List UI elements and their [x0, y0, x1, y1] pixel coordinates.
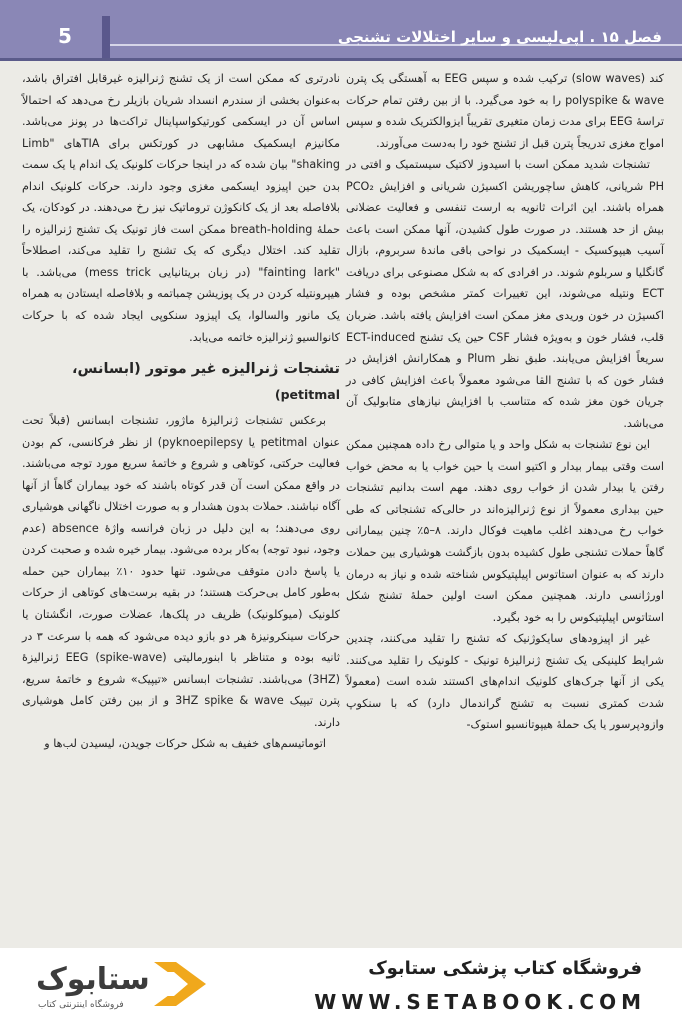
setabook-logo-icon [150, 956, 210, 1012]
shop-url[interactable]: WWW.SETABOOK.COM [314, 990, 646, 1014]
paragraph: این نوع تشنجات به شکل واحد و یا متوالی رخ داده همچنین ممکن است وقتی بیمار بیدار و اکتیو است یا حین خواب یا به محض خواب رفتن یا بیدار شدن از خواب روی دهند. مهم است بدانیم تشنجات حین بیداری معمولاً از نوع ژنرالیزه‌اند در حالی‌که تشنجاتی که طی خواب رخ می‌دهند اغلب ماهیت فوکال دارند. ۸–۵٪ چنین بیمارانی گاهاً حملات تشنجی طول کشیده بدون بازگشت هوشیاری بین حملات دارند که به عنوان استاتوس اپیلپتیکوس شناخته شده و نیاز به درمان اورژانسی دارند. همچنین ممکن است اولین حملهٔ تشنج شکل استاتوس اپیلپتیکوس را به خود بگیرد. [346, 438, 664, 624]
section-heading: تشنجات ژنرالیزه غیر موتور (ابسانس، [72, 361, 340, 378]
left-column [22, 68, 340, 755]
chapter-title: فصل ۱۵ . اپی‌لپسی و سایر اختلالات تشنجی [337, 28, 662, 46]
right-column [346, 68, 664, 736]
logo-subtitle: فروشگاه اینترنتی کتاب [38, 1000, 124, 1010]
header-separator [102, 16, 110, 58]
logo-text: ستابوک [36, 962, 150, 997]
section-heading-sub: petitmal) [274, 387, 340, 403]
paragraph: تشنجات شدید ممکن است با اسیدوز لاکتیک سیستمیک و افتی در PH شریانی، کاهش ساچوریشن اکسیژن شریانی و افزایش PCO₂ همراه باشند. این اثرات ثانویه به ارست تنفسی و فعالیت عضلانی بیش از حد هستند. در صورت طول کشیدن، آنها ممکن است باعث آسیب هیپوکسیک - ایسکمیک در نواحی باقی ماندهٔ سربروم، بازال گانگلیا و سربلوم شوند. در افرادی که به شکل مصنوعی برای دریافت ECT ونتیله می‌شوند، این تغییرات کمتر مشخص بوده و فشار اکسیژن در خون وریدی مغز ممکن است افزایش یافته باشد. ضربان قلب، فشار خون و به‌ویژه فشار CSF حین یک تشنج ECT-induced سریعاً افزایش می‌یابند. طبق نظر Plum و همکارانش افزایش در فشار خون که با تشنج القا می‌شود معمولاً باعث افزایش کافی در جریان خون مغز شده که متناسب با افزایش نیازهای متابولیک آن می‌باشد. [346, 158, 664, 430]
shop-name: فروشگاه کتاب پزشکی ستابوک [368, 958, 642, 979]
paragraph: کند (slow waves) ترکیب شده و سپس EEG به آهستگی یک پترن polyspike & wave را به خود می‌گیرد. با از بین رفتن تمام حرکات تراسهٔ EEG برای مدت زمان متغیری تقریباً ایزوالکتریک شده و سپس امواج مغزی تدریجاً پترن قبل از تشنج خود را به‌دست می‌آورند. [346, 72, 665, 150]
paragraph: برعکس تشنجات ژنرالیزهٔ ماژور، تشنجات ابسانس (قبلاً تحت عنوان petitmal یا pyknoepilepsy) از نظر فرکانسی، کم بودن فعالیت حرکتی، کوتاهی و شروع و خاتمهٔ سریع مورد توجه می‌باشند. در واقع ممکن است آن قدر کوتاه باشند که خود بیماران گاهاً از آنها آگاه نباشند. حملات بدون هشدار و به صورت اختلال ناگهانی هوشیاری روی می‌دهند؛ به این دلیل در زبان فرانسه واژهٔ absence (عدم وجود، نبود توجه) به‌کار برده می‌شود. بیمار خیره شده و صحبت کردن یا پاسخ دادن متوقف می‌شود. تنها حدود ۱۰٪ بیماران حین حمله به‌طور کامل بی‌حرکت هستند؛ در بقیه برست‌های کوتاهی از حرکات کلونیک (میوکلونیک) ظریف در پلک‌ها، عضلات صورت، انگشتان یا حرکات سینکرونیزهٔ هر دو بازو دیده می‌شود که همه با سرعت ۳ در ثانیه بوده و متناظر با ابنورمالیتی EEG (spike-wave) ژنرالیزهٔ (3HZ) می‌باشند. تشنجات ابسانس «تیپیک» شروع و خاتمهٔ سریع، پترن تیپیک 3HZ spike & wave و از بین رفتن کامل هوشیاری دارند. [21, 414, 341, 729]
page-header [0, 0, 682, 61]
paragraph: غیر از اپیزودهای سایکوژنیک که تشنج را تقلید می‌کنند، چندین شرایط کلینیکی یک تشنج ژنرالیزهٔ تونیک - کلونیک را تقلید می‌کنند. یکی از آنها جرک‌های کلونیک اندام‌های اکستند شده است (معمولاً شدت کمتری نسبت به تشنج گراندمال دارد) که با سنکوپ وازودپرسور یا یک حملهٔ هیپوتانسیو استوک- [346, 632, 664, 732]
store-footer [0, 948, 682, 1024]
page-number: 5 [58, 24, 72, 48]
paragraph: اتوماتیسم‌های خفیف به شکل حرکات جویدن، لیسیدن لب‌ها و [44, 737, 326, 751]
paragraph: نادرتری که ممکن است از یک تشنج ژنرالیزه غیرقابل افتراق باشد، به‌عنوان بخشی از سندرم انسداد شریان بازیلر رخ می‌دهد که احتمالاً اساس آن در ایسکمی کورتیکواسپاینال تراکت‌ها در پونز می‌باشد. مکانیزم ایسکمیک مشابهی در کورتکس برای TIAهای "Limb shaking" بیان شده که در اینجا حرکات کلونیک یک اندام یا یک سمت بدن حین اپیزود ایسکمی مغزی وجود دارند. حرکات کلونیک اندام بلافاصله بعد از یک کانکوژن تروماتیک نیز رخ می‌دهند. در کودکان، یک حملهٔ breath-holding ممکن است فاز تونیک یک تشنج ژنرالیزه را تقلید کند. اختلال دیگری که یک تشنج را تقلید می‌کند، اصطلاحاً "fainting lark" (در زبان بریتانیایی mess trick) می‌باشد. با هیپرونتیله کردن در یک پوزیشن چمباتمه و بلافاصله ایستادن به همراه یک مانور والسالوا، یک اپیزود سنکوپی ایجاد شده که با حرکات کانوالسیو ژنرالیزه خاتمه می‌یابد. [22, 72, 340, 344]
